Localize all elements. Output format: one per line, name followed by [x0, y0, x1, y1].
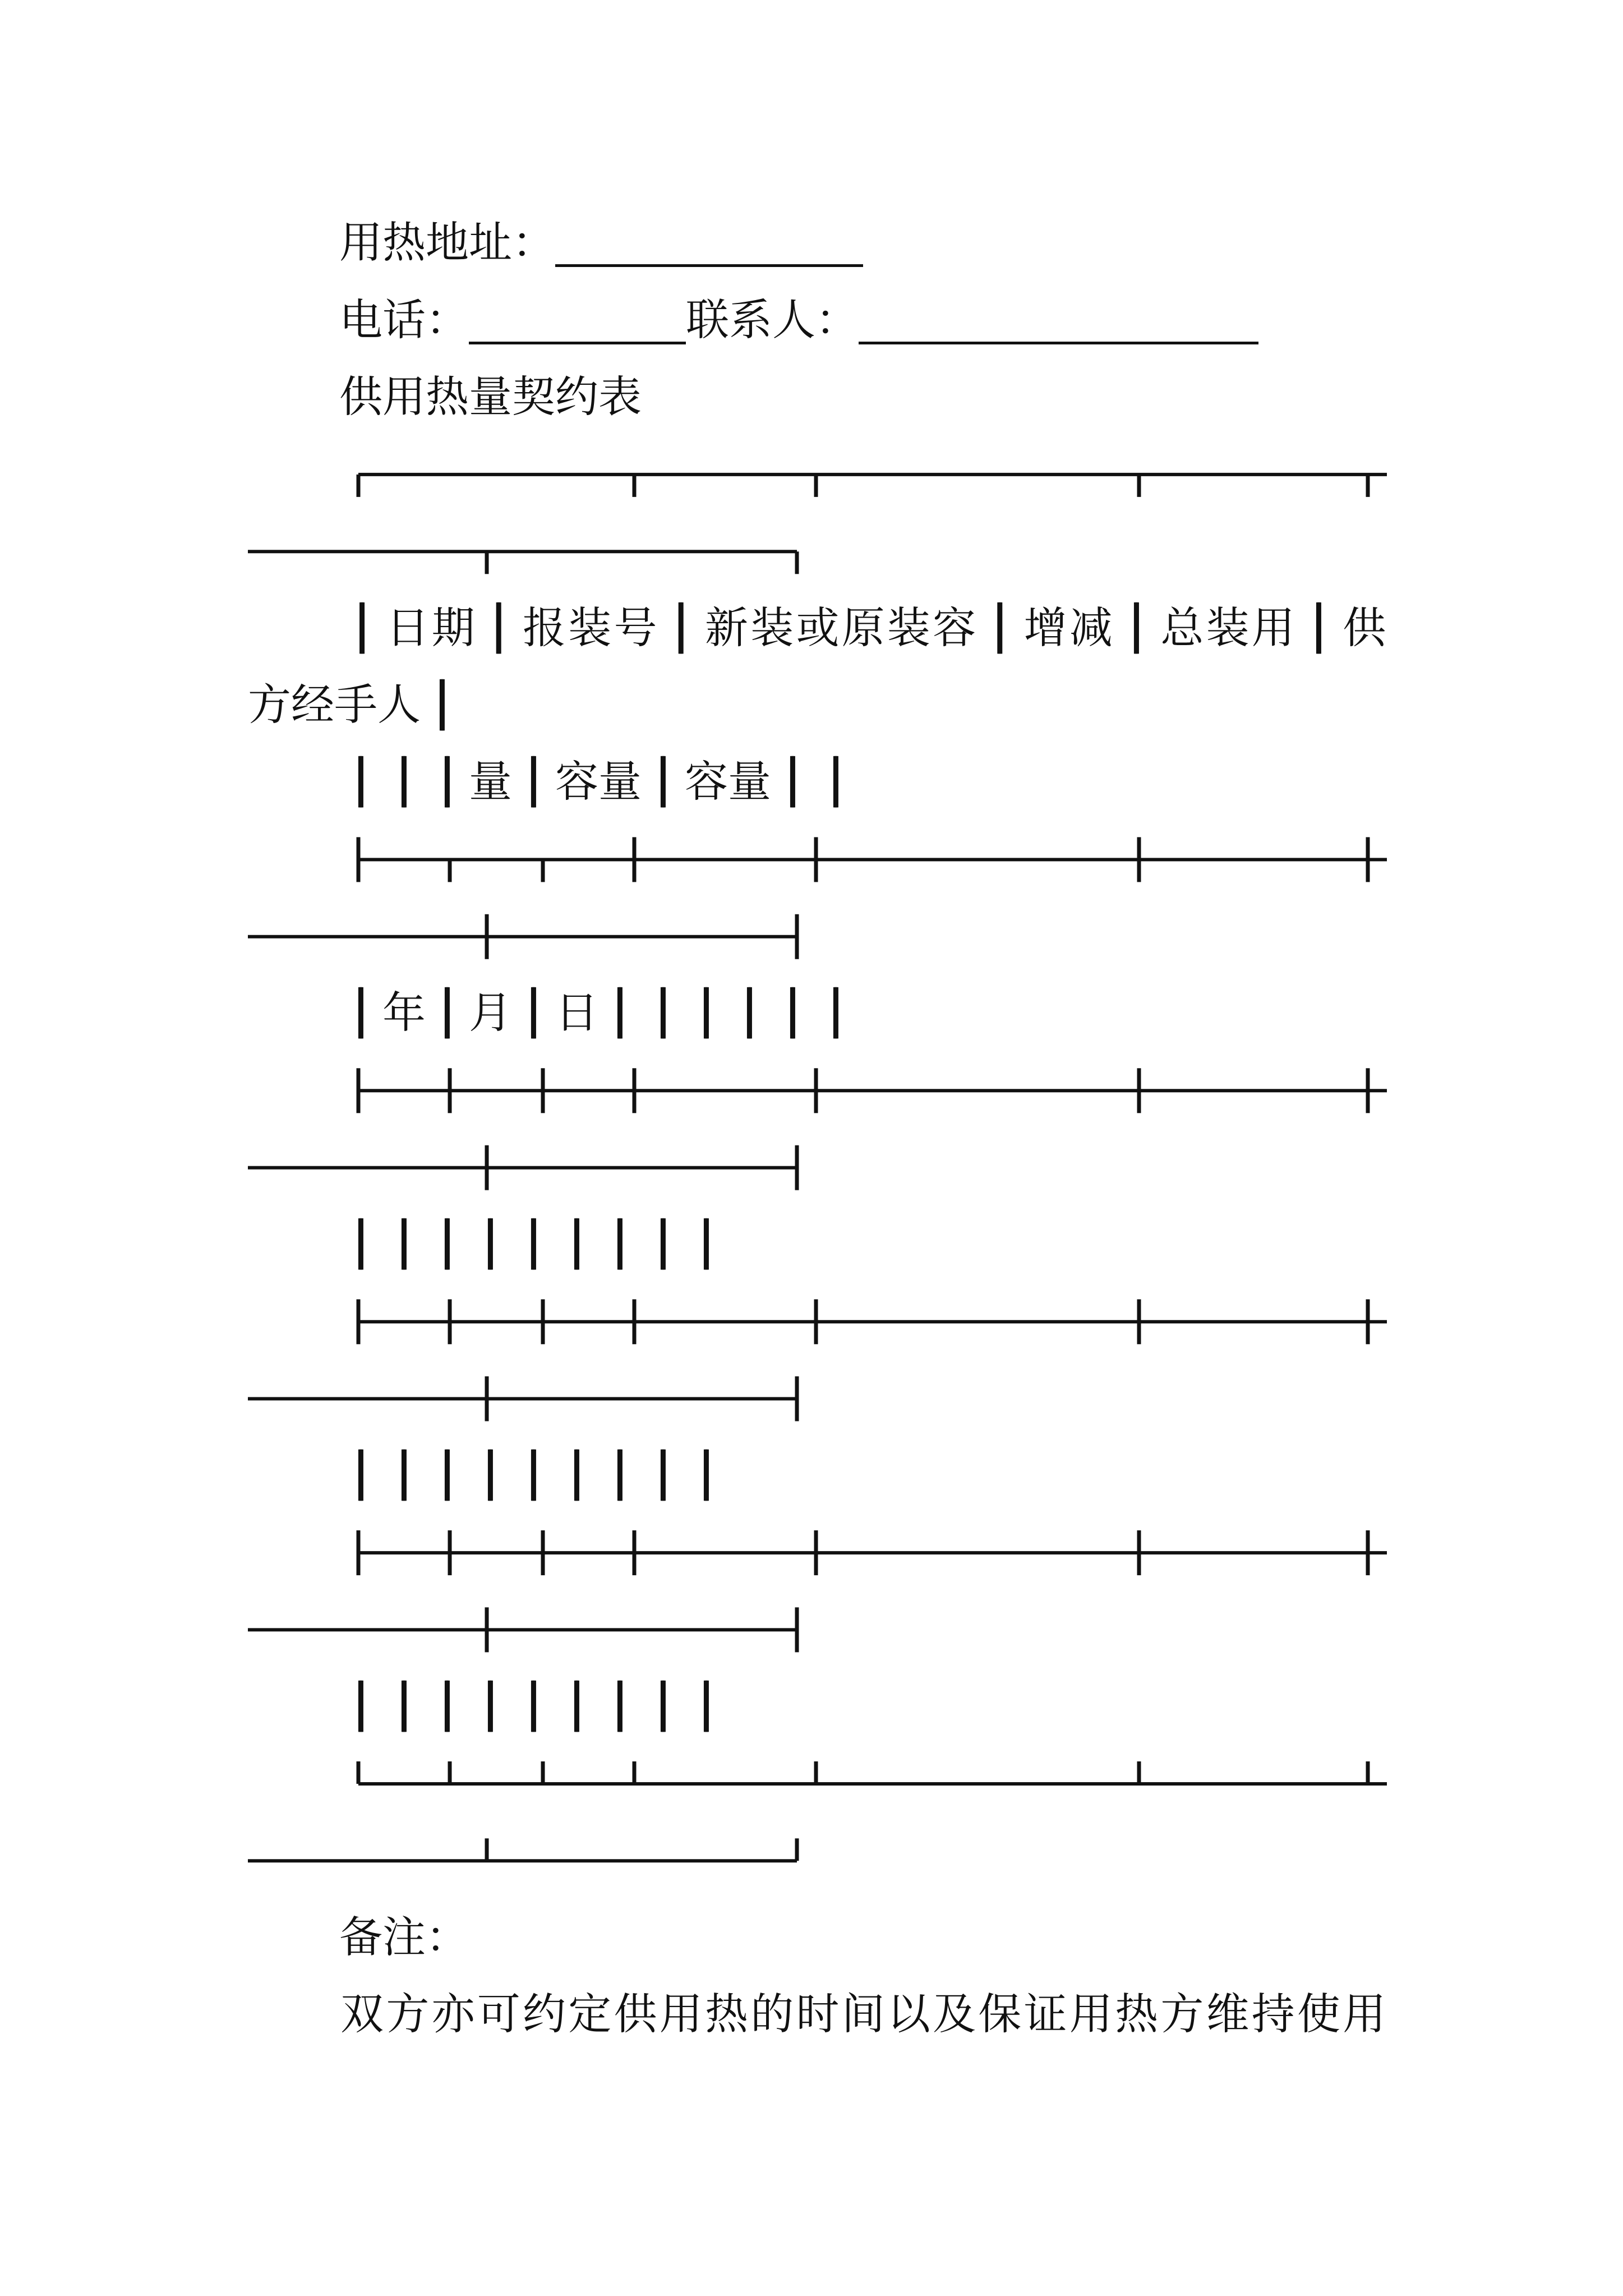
- char-cell: 维: [1206, 1990, 1249, 2040]
- char-cell: 间: [841, 1990, 885, 2040]
- table-column-bar: │: [780, 988, 806, 1039]
- char-cell: 月: [469, 988, 512, 1039]
- char-cell: 热: [426, 372, 469, 422]
- char-cell: 约: [523, 1990, 566, 2040]
- table-column-bar: │: [650, 1682, 676, 1732]
- table-column-bar: │: [348, 1220, 374, 1270]
- table-border-row: [248, 1838, 797, 1861]
- char-cell: 手: [334, 680, 377, 731]
- table-column-bar: │: [564, 1220, 590, 1270]
- char-cell: 热: [1115, 1990, 1159, 2040]
- char-cell: 报: [523, 603, 566, 654]
- table-column-bar: │: [434, 1220, 460, 1270]
- table-column-bar: │: [1306, 603, 1332, 654]
- table-column-bar: │: [650, 988, 676, 1039]
- table-column-bar: │: [693, 1220, 720, 1270]
- char-cell: 原: [841, 603, 885, 654]
- char-cell: 供: [614, 1990, 657, 2040]
- char-cell: 可: [477, 1990, 520, 2040]
- char-cell: 装: [568, 603, 612, 654]
- char-cell: 证: [1023, 1990, 1067, 2040]
- char-cell: 总: [1160, 603, 1204, 654]
- char-cell: 用: [382, 372, 426, 422]
- table-border-row: [358, 475, 1387, 497]
- char-cell: 用: [339, 218, 382, 269]
- char-cell: 人: [377, 680, 421, 731]
- table-border-row: [248, 551, 797, 574]
- char-cell: ：: [426, 295, 469, 346]
- char-cell: 减: [1069, 603, 1113, 654]
- char-cell: 注: [382, 1912, 426, 1963]
- table-column-bar: │: [693, 1682, 720, 1732]
- table-column-bar: │: [564, 1682, 590, 1732]
- table-column-bar: │: [520, 1220, 547, 1270]
- table-column-bar: │: [349, 603, 375, 654]
- table-column-bar: │: [607, 1682, 633, 1732]
- char-cell: 供: [1343, 603, 1386, 654]
- char-cell: 用: [1251, 603, 1295, 654]
- char-cell: 方: [1160, 1990, 1204, 2040]
- char-cell: 量: [728, 757, 771, 808]
- char-cell: 人: [772, 295, 815, 346]
- char-cell: 方: [386, 1990, 430, 2040]
- table-column-bar: │: [736, 988, 763, 1039]
- char-cell: 用: [659, 1990, 703, 2040]
- char-cell: 新: [704, 603, 748, 654]
- char-cell: 约: [555, 372, 598, 422]
- table-border-row: [248, 1607, 797, 1652]
- table-column-bar: │: [348, 988, 374, 1039]
- char-cell: 话: [382, 295, 426, 346]
- table-column-bar: │: [477, 1451, 504, 1501]
- char-cell: 用: [1069, 1990, 1113, 2040]
- table-column-bar: │: [520, 757, 547, 808]
- char-cell: 表: [598, 372, 642, 422]
- char-cell: 容: [933, 603, 976, 654]
- table-column-bar: │: [650, 757, 676, 808]
- char-cell: 经: [291, 680, 334, 731]
- char-cell: 供: [339, 372, 382, 422]
- table-column-bar: │: [434, 1682, 460, 1732]
- table-column-bar: │: [693, 1451, 720, 1501]
- char-cell: 或: [796, 603, 840, 654]
- table-column-bar: │: [391, 1451, 417, 1501]
- table-border-row: [358, 1299, 1387, 1344]
- table-column-bar: │: [564, 1451, 590, 1501]
- table-border-row: [358, 1530, 1387, 1575]
- char-cell: 时: [796, 1990, 840, 2040]
- char-cell: 装: [750, 603, 794, 654]
- char-cell: 容: [685, 757, 728, 808]
- char-cell: 方: [248, 680, 291, 731]
- char-cell: 系: [729, 295, 772, 346]
- char-cell: 热: [704, 1990, 748, 2040]
- table-border-row: [358, 837, 1387, 882]
- char-cell: 容: [555, 757, 598, 808]
- char-cell: 联: [686, 295, 729, 346]
- char-cell: 以: [887, 1990, 930, 2040]
- table-column-bar: │: [348, 1682, 374, 1732]
- char-cell: 用: [1343, 1990, 1386, 2040]
- char-cell: 号: [614, 603, 657, 654]
- table-column-bar: │: [429, 680, 455, 731]
- table-column-bar: │: [348, 757, 374, 808]
- char-cell: 装: [1206, 603, 1249, 654]
- char-cell: ：: [512, 218, 555, 269]
- table-column-bar: │: [348, 1451, 374, 1501]
- char-cell: 电: [339, 295, 382, 346]
- table-column-bar: │: [434, 1451, 460, 1501]
- char-cell: 备: [339, 1912, 382, 1963]
- table-column-bar: │: [520, 1682, 547, 1732]
- char-cell: 及: [933, 1990, 976, 2040]
- table-column-bar: │: [1123, 603, 1150, 654]
- table-border-row: [248, 914, 797, 959]
- table-border-row: [358, 1761, 1387, 1784]
- char-cell: 增: [1023, 603, 1067, 654]
- char-cell: ：: [815, 295, 859, 346]
- table-column-bar: │: [668, 603, 694, 654]
- table-column-bar: │: [693, 988, 720, 1039]
- table-column-bar: │: [607, 1220, 633, 1270]
- char-cell: 年: [382, 988, 426, 1039]
- table-column-bar: │: [434, 988, 460, 1039]
- table-column-bar: │: [823, 988, 849, 1039]
- char-cell: 使: [1297, 1990, 1341, 2040]
- table-column-bar: │: [986, 603, 1013, 654]
- table-column-bar: │: [607, 988, 633, 1039]
- table-column-bar: │: [434, 757, 460, 808]
- char-cell: 亦: [431, 1990, 475, 2040]
- table-border-row: [248, 1377, 797, 1421]
- table-column-bar: │: [477, 1682, 504, 1732]
- char-cell: 日: [555, 988, 598, 1039]
- table-column-bar: │: [650, 1220, 676, 1270]
- table-column-bar: │: [650, 1451, 676, 1501]
- char-cell: 装: [887, 603, 930, 654]
- table-column-bar: │: [520, 1451, 547, 1501]
- table-column-bar: │: [520, 988, 547, 1039]
- table-column-bar: │: [780, 757, 806, 808]
- table-column-bar: │: [477, 1220, 504, 1270]
- table-column-bar: │: [391, 1220, 417, 1270]
- char-cell: 热: [382, 218, 426, 269]
- char-cell: 契: [512, 372, 555, 422]
- char-cell: 日: [386, 603, 430, 654]
- char-cell: 量: [469, 757, 512, 808]
- table-column-bar: │: [823, 757, 849, 808]
- char-cell: 址: [469, 218, 512, 269]
- char-cell: 量: [598, 757, 642, 808]
- char-cell: 量: [469, 372, 512, 422]
- char-cell: 持: [1251, 1990, 1295, 2040]
- table-column-bar: │: [607, 1451, 633, 1501]
- table-column-bar: │: [486, 603, 512, 654]
- table-column-bar: │: [391, 1682, 417, 1732]
- char-cell: 期: [431, 603, 475, 654]
- char-cell: ：: [426, 1912, 469, 1963]
- table-border-row: [248, 1145, 797, 1190]
- char-cell: 定: [568, 1990, 612, 2040]
- table-border-row: [358, 1068, 1387, 1113]
- char-cell: 地: [426, 218, 469, 269]
- char-cell: 双: [340, 1990, 384, 2040]
- table-column-bar: │: [391, 757, 417, 808]
- char-cell: 保: [978, 1990, 1022, 2040]
- char-cell: 的: [750, 1990, 794, 2040]
